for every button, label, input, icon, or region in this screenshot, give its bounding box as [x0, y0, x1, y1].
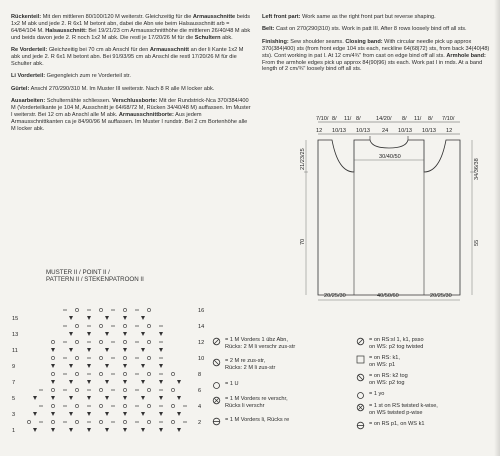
chart-stitch-yo: [147, 372, 150, 375]
chart-stitch-yo: [99, 372, 102, 375]
chart-stitch-yo: [123, 308, 126, 311]
chart-stitch-yo: [51, 420, 54, 423]
chart-stitch-dec: [87, 364, 91, 368]
chart-stitch-yo: [147, 340, 150, 343]
chart-stitch-yo: [99, 388, 102, 391]
chart-stitch-yo: [99, 324, 102, 327]
chart-row-label-right: 12: [198, 340, 205, 346]
legend-item-de-0: = 1 M Vorders 1 übz Abn, Rücks: 2 M li verschr zus-str: [212, 337, 295, 350]
chart-stitch-yo: [99, 308, 102, 311]
chart-stitch-dec: [87, 380, 91, 384]
chart-stitch-dec: [87, 428, 91, 432]
chart-stitch-dec: [105, 316, 109, 320]
legend-english: [356, 337, 496, 447]
chart-stitch-yo: [123, 372, 126, 375]
top-label-6: 11/: [414, 116, 422, 122]
yarn-over-icon: [212, 381, 221, 390]
k2tog-icon: [356, 373, 365, 382]
chart-stitch-dec: [105, 348, 109, 352]
chart-row-label-right: 10: [198, 356, 205, 362]
yo-icon: [356, 391, 365, 400]
german-instructions: [11, 14, 251, 138]
bottom-label-1: 40/50/60: [377, 293, 399, 299]
knit-icon: [356, 355, 365, 364]
chart-stitch-dec: [159, 396, 163, 400]
top-label-0: 7/10/: [316, 116, 329, 122]
top-label-8: 7/10/: [442, 116, 455, 122]
second-label-5: 10/13: [422, 128, 436, 134]
finishing-paragraph: Ausarbeiten: Schulternähte schliessen. Verschlussborte: Mit der Rundstrick-Nca 370/384/400 M (Vorderteilkante je 104 M, Ausschnitt je 64/68/72 M, Rücken 34/40/48 M) auffassen. Im Muster I weiterstr. Bei 12 cm ab Anschl alle M abk. Armausschnittborte: Aus jedem Armausschnittkanten ca je 84/90/96 M auffassen. Im Muster I rundstr. Bei 2 cm Bortenhöhe alle M locker abk.: [11, 98, 251, 132]
bottom-label-2: 20/25/30: [430, 293, 452, 299]
legend-item-en-1: = on RS: k1, on WS: p1: [356, 355, 400, 368]
chart-stitch-dec: [105, 380, 109, 384]
k2tog-left-icon: [212, 337, 221, 346]
chart-stitch-yo: [123, 388, 126, 391]
chart-row-label-left: 7: [12, 380, 16, 386]
legend-item-en-4: = 1 st on RS twisted k-wise, on WS twisted p-wise: [356, 403, 438, 416]
chart-stitch-dec: [51, 380, 55, 384]
chart-stitch-dec: [105, 412, 109, 416]
chart-stitch-dec: [159, 364, 163, 368]
chart-stitch-dec: [105, 428, 109, 432]
legend-item-en-3: = 1 yo: [356, 391, 384, 400]
legend-item-de-4: = 1 M Vorders li, Rücks re: [212, 417, 289, 426]
chart-stitch-dec: [105, 332, 109, 336]
chart-stitch-dec: [69, 332, 73, 336]
chart-stitch-dec: [69, 380, 73, 384]
chart-row-label-left: 13: [12, 332, 19, 338]
chart-stitch-dec: [159, 428, 163, 432]
chart-stitch-yo: [99, 340, 102, 343]
top-label-2: 11/: [344, 116, 352, 122]
legend-item-en-0: = on RS:sl 1, k1, psso on WS: p2 tog twisted: [356, 337, 424, 350]
page-edge-shadow: [494, 0, 500, 456]
chart-stitch-yo: [75, 340, 78, 343]
chart-stitch-dec: [141, 380, 145, 384]
chart-stitch-dec: [33, 396, 37, 400]
finishing-paragraph-en: Finishing: Sew shoulder seams. Closing band: With circular needle pick up approx 370(384|400) sts (from front edge 104 sts each, neckline 64(68|72) sts, from back 34(40|48) sts). Cont working in pat I. At 12 cm/4¾" from cast on edge bind off all sts. Armhole band: From the armhole edges pick up approx 84(90|96) sts each. Work pat I in rnds. At a band length of 2 cm/¾" loosely bind off all sts.: [262, 38, 490, 73]
chart-stitch-dec: [69, 364, 73, 368]
right-vert-bottom-label: 55: [474, 239, 480, 246]
chart-stitch-yo: [171, 372, 174, 375]
garment-outline: [318, 140, 460, 295]
chart-stitch-yo: [75, 420, 78, 423]
chart-stitch-dec: [141, 332, 145, 336]
chart-stitch-dec: [69, 316, 73, 320]
second-label-2: 10/13: [356, 128, 370, 134]
chart-stitch-yo: [99, 404, 102, 407]
chart-stitch-dec: [123, 316, 127, 320]
garment-schematic: [296, 110, 500, 320]
chart-stitch-dec: [51, 348, 55, 352]
chart-stitch-dec: [33, 428, 37, 432]
chart-stitch-dec: [51, 396, 55, 400]
top-label-5: 8/: [402, 116, 407, 122]
top-label-3: 8/: [356, 116, 361, 122]
purl-rs-icon: [356, 421, 365, 430]
chart-row-label-right: 2: [198, 420, 202, 426]
chart-stitch-dec: [87, 396, 91, 400]
chart-stitch-yo: [75, 308, 78, 311]
chart-stitch-yo: [75, 356, 78, 359]
chart-stitch-dec: [123, 348, 127, 352]
chart-stitch-dec: [69, 412, 73, 416]
chart-stitch-yo: [27, 420, 30, 423]
chart-stitch-yo: [99, 420, 102, 423]
legend-item-de-3: = 1 M Vorders re verschr, Rücks li verschr: [212, 396, 288, 409]
chart-stitch-yo: [147, 308, 150, 311]
chart-stitch-dec: [51, 428, 55, 432]
bottom-label-0: 20/25/30: [324, 293, 346, 299]
chart-stitch-yo: [75, 372, 78, 375]
chart-stitch-yo: [51, 340, 54, 343]
pattern-title: MUSTER II / POINT II / PATTERN II / STEKENPATROON II: [46, 269, 144, 284]
chart-stitch-yo: [51, 356, 54, 359]
knit-twisted-icon: [356, 403, 365, 412]
legend-item-de-1: = 2 M re zus-str, Rücks: 2 M li zus-str: [212, 358, 275, 371]
chart-stitch-yo: [123, 356, 126, 359]
chart-stitch-dec: [123, 364, 127, 368]
legend-item-en-2: = on RS: k2 tog on WS: p2 tog: [356, 373, 408, 386]
second-label-3: 24: [382, 128, 389, 134]
chart-stitch-dec: [51, 412, 55, 416]
chart-stitch-dec: [141, 396, 145, 400]
stitch-chart: [10, 298, 206, 448]
chart-row-label-left: 11: [12, 348, 18, 354]
second-label-4: 10/13: [398, 128, 412, 134]
chart-stitch-yo: [51, 388, 54, 391]
chart-stitch-dec: [123, 412, 127, 416]
chart-stitch-dec: [159, 332, 163, 336]
chart-stitch-dec: [141, 348, 145, 352]
second-label-6: 12: [446, 128, 453, 134]
chart-row-label-right: 8: [198, 372, 202, 378]
chart-stitch-dec: [87, 348, 91, 352]
chart-stitch-dec: [105, 396, 109, 400]
legend-item-de-2: = 1 U: [212, 381, 239, 390]
chart-stitch-yo: [147, 420, 150, 423]
chart-stitch-yo: [147, 404, 150, 407]
twisted-knit-icon: [212, 396, 221, 405]
skp-icon: [356, 337, 365, 346]
chart-stitch-dec: [123, 380, 127, 384]
legend-item-en-5: = on RS p1, on WS k1: [356, 421, 425, 430]
chart-stitch-dec: [177, 380, 181, 384]
chart-stitch-yo: [75, 388, 78, 391]
chart-stitch-dec: [159, 412, 163, 416]
top-label-4: 14/20/: [376, 116, 392, 122]
chart-stitch-dec: [141, 364, 145, 368]
chart-row-label-left: 5: [12, 396, 16, 402]
chart-stitch-dec: [105, 364, 109, 368]
chart-stitch-yo: [75, 324, 78, 327]
chart-stitch-dec: [141, 428, 145, 432]
right-vert-top-label: 34/36/38: [474, 158, 480, 180]
chart-stitch-yo: [171, 404, 174, 407]
chart-stitch-yo: [171, 388, 174, 391]
chart-stitch-yo: [51, 372, 54, 375]
chart-stitch-dec: [87, 316, 91, 320]
chart-stitch-dec: [177, 396, 181, 400]
legend-german: [212, 337, 332, 447]
chart-row-label-left: 9: [12, 364, 16, 370]
chart-stitch-dec: [51, 364, 55, 368]
chart-stitch-dec: [159, 348, 163, 352]
chart-row-label-left: 3: [12, 412, 16, 418]
chart-stitch-yo: [147, 356, 150, 359]
english-instructions: [262, 14, 494, 79]
chart-stitch-dec: [69, 428, 73, 432]
chart-row-label-right: 14: [198, 324, 205, 330]
chart-stitch-dec: [123, 428, 127, 432]
right-front-paragraph: Re Vorderteil: Gleichzeitig bei 70 cm ab Anschl für den Armausschnitt an der li Kante 1x2 M abk und jede 2. R 6x1 M betont abn. Bei 91/93/95 cm ab Anschl die restl 17/20/26 M für die Schulter abk.: [11, 47, 244, 67]
chart-stitch-yo: [75, 404, 78, 407]
left-vert-bottom-label: 70: [300, 238, 306, 245]
chart-stitch-yo: [51, 404, 54, 407]
purl-icon: [212, 417, 221, 426]
chart-row-label-right: 6: [198, 388, 202, 394]
chart-stitch-dec: [177, 412, 181, 416]
chart-stitch-dec: [69, 396, 73, 400]
chart-stitch-dec: [141, 316, 145, 320]
chart-stitch-dec: [87, 412, 91, 416]
belt-paragraph-en: Belt: Cast on 270(290|310) sts. Work in patt III. After 8 rows loosely bind off all sts.: [262, 26, 467, 33]
chart-row-label-left: 15: [12, 316, 19, 322]
chart-stitch-dec: [123, 332, 127, 336]
top-label-7: 8/: [428, 116, 433, 122]
chart-stitch-yo: [123, 420, 126, 423]
chart-stitch-yo: [147, 324, 150, 327]
chart-stitch-dec: [177, 428, 181, 432]
back-part-paragraph: Rückenteil: Mit den mittleren 80/100/120 M weiterstr. Gleichzeitig für die Armausschnitte beids 1x2 M abk und jede 2. R 6x1 M betont abn, dabei die Abn wie beim Halsausschnitt arb = 64/84/104 M. Halsausschnitt: Bei 19/21/23 cm Armausschnitthöhe die mittleren 26/40/48 M abk und beids davon jede 2. R noch 1x2 M abk. Die restl je 17/20/26 M für die Schultern abk.: [11, 14, 251, 41]
left-front-part-paragraph: Left front part: Work same as the right front part but reverse shaping.: [262, 14, 436, 20]
chart-stitch-yo: [147, 388, 150, 391]
belt-paragraph: Gürtel: Anschl 270/290/310 M. Im Muster III weiterstr. Nach 8 R alle M locker abk.: [11, 85, 215, 92]
chart-stitch-dec: [33, 412, 37, 416]
chart-stitch-dec: [159, 380, 163, 384]
k2tog-right-icon: [212, 358, 221, 367]
left-front-paragraph: Li Vorderteil: Gegengleich zum re Vorderteil str.: [11, 73, 131, 80]
chart-stitch-yo: [123, 340, 126, 343]
chart-stitch-dec: [87, 332, 91, 336]
chart-stitch-yo: [171, 420, 174, 423]
left-vert-top-label: 21/23/25: [300, 148, 306, 170]
chart-row-label-right: 4: [198, 404, 202, 410]
chart-stitch-dec: [123, 396, 127, 400]
chart-stitch-yo: [123, 404, 126, 407]
second-label-1: 10/13: [332, 128, 346, 134]
center-width-label: 30/40/50: [379, 154, 401, 160]
top-label-1: 8/: [332, 116, 337, 122]
chart-row-label-left: 1: [12, 428, 16, 434]
chart-row-label-right: 16: [198, 308, 205, 314]
second-label-0: 12: [316, 128, 323, 134]
chart-stitch-yo: [99, 356, 102, 359]
chart-stitch-dec: [141, 412, 145, 416]
chart-stitch-yo: [123, 324, 126, 327]
chart-stitch-dec: [69, 348, 73, 352]
